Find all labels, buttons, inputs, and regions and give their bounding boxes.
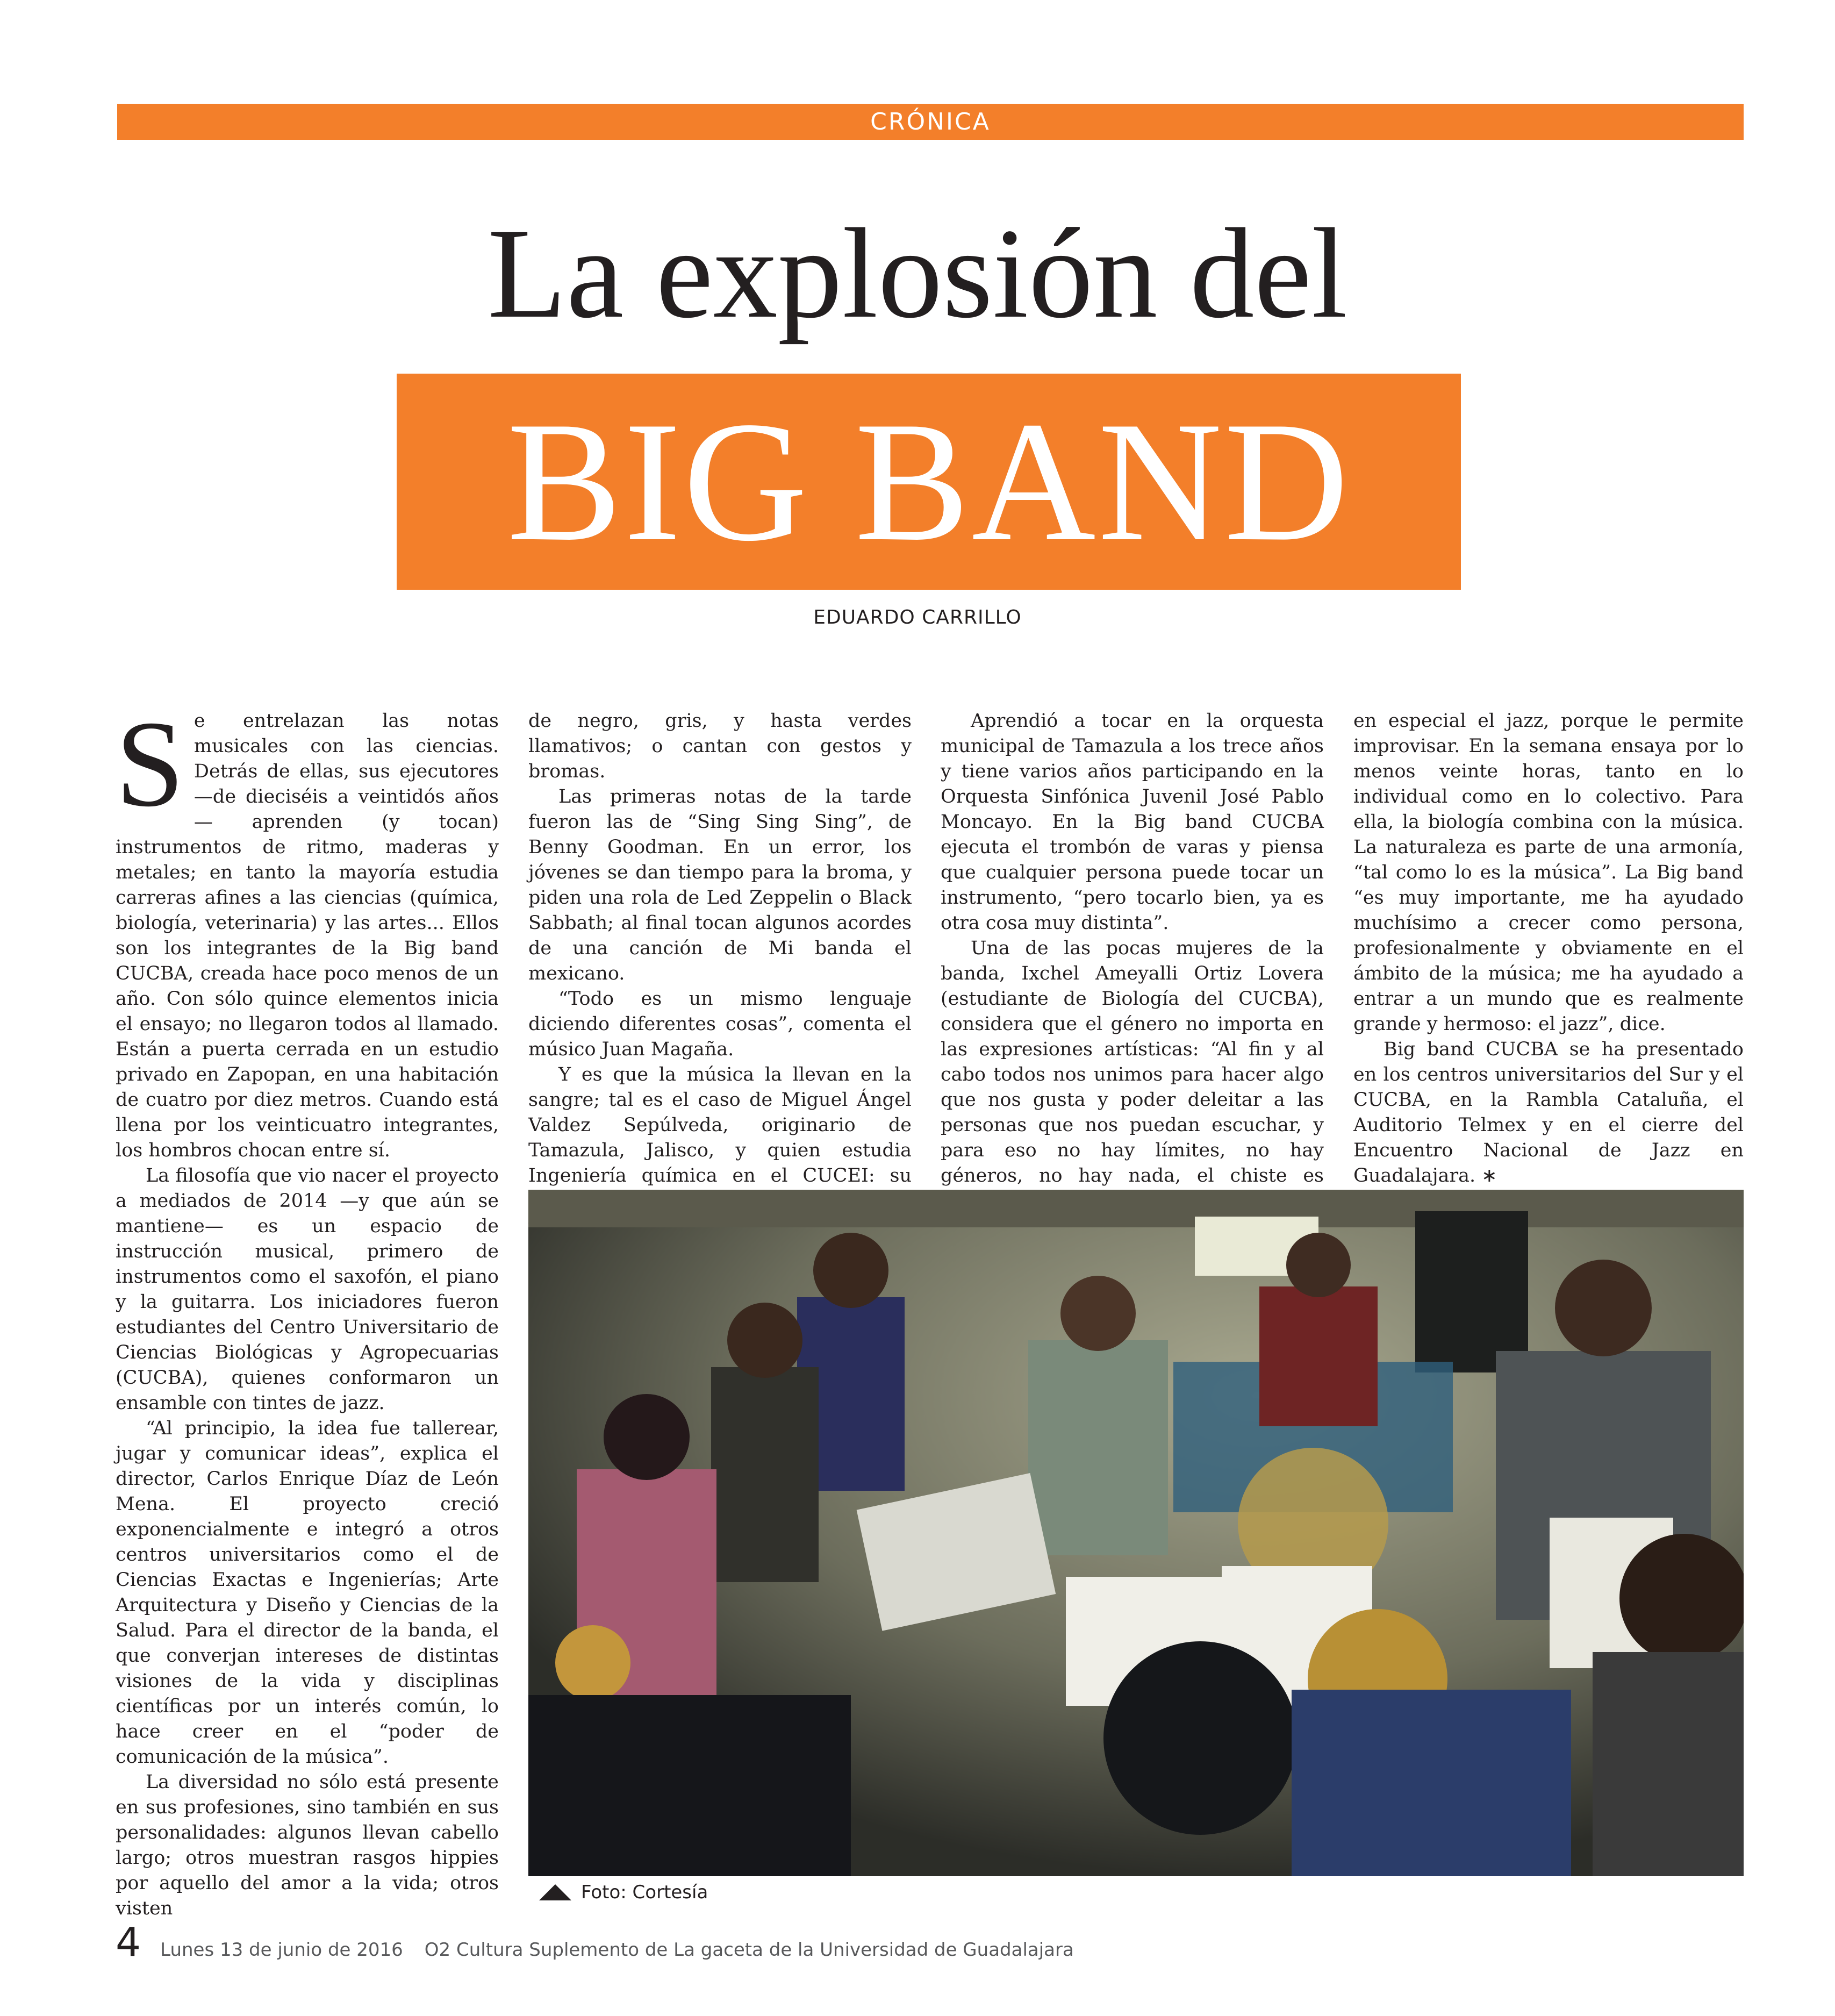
paragraph: de negro, gris, y hasta verdes llamativos; o cantan con gestos y bromas.	[528, 710, 912, 782]
paragraph	[1353, 1037, 1744, 1189]
paragraph	[116, 695, 499, 1163]
headline-box	[397, 374, 1461, 590]
caret-up-icon	[539, 1884, 571, 1900]
paragraph: Las primeras notas de la tarde fueron las de “Sing Sing Sing”, de Benny Goodman. En un error, los jóvenes se dan tiempo para la broma, y piden una rola de Led Zeppelin o Black Sabbath; al final tocan algunos acordes de una canción de Mi banda el mexicano.	[528, 786, 912, 984]
paragraph-text: e entrelazan las notas musicales con las ciencias. Detrás de ellas, sus ejecutores —de dieciséis a veintidós años— aprenden (y tocan) instrumentos de ritmo, maderas y metales; en tanto la mayoría estudia carreras afines a las ciencias (química, biología, veterinaria) y las artes... Ellos son los integrantes de la Big band CUCBA, creada hace poco menos de un año. Con sólo quince elementos inicia el ensayo; no llegaron todos al llamado. Están a puerta cerrada en un estudio privado en Zapopan, en una habitación de cuatro por diez metros. Cuando está llena por los veinticuatro integrantes, los hombros chocan entre sí.	[116, 710, 499, 1161]
article-column-3	[941, 709, 1324, 1239]
footer-publication: O2 Cultura Suplemento de La gaceta de la Universidad de Guadalajara	[424, 1939, 1074, 1961]
caption-text: Foto: Cortesía	[581, 1882, 708, 1903]
paragraph: La diversidad no sólo está presente en sus profesiones, sino también en sus personalidades: algunos llevan cabello largo; otros muestran rasgos hippies por aquello del amor a la vida; otros visten	[116, 1771, 499, 1919]
band-rehearsal-photo	[528, 1190, 1744, 1876]
author-byline: EDUARDO CARRILLO	[813, 606, 1022, 628]
photo-illustration	[528, 1190, 1744, 1876]
section-label: CRÓNICA	[870, 108, 991, 135]
article-column-2	[528, 709, 912, 1239]
headline-line-2: BIG BAND	[507, 387, 1351, 577]
drop-cap: S	[116, 695, 184, 832]
end-mark-icon: ∗	[1481, 1165, 1497, 1186]
paragraph: La filosofía que vio nacer el proyecto a mediados de 2014 —y que aún se mantiene— es un espacio de instrucción musical, primero de instrumentos como el saxofón, el piano y la guitarra. Los iniciadores fueron estudiantes del Centro Universitario de Ciencias Biológicas y Agropecuarias (CUCBA), quienes conformaron un ensamble con tintes de jazz.	[116, 1165, 499, 1414]
section-bar	[117, 104, 1744, 140]
paragraph: Una de las pocas mujeres de la banda, Ixchel Ameyalli Ortiz Lovera (estudiante de Biología del CUCBA), considera que el género no importa en las expresiones artísticas: “Al fin y al cabo todos nos unimos para hacer algo que nos gusta y poder deleitar a las personas que nos puedan escuchar, y para eso no hay límites, no hay géneros, no hay nada, el chiste es	[941, 938, 1324, 1186]
paragraph-text: Big band CUCBA se ha presentado en los centros universitarios del Sur y el CUCBA, en la Rambla Cataluña, el Auditorio Telmex y en el cierre del Encuentro Nacional de Jazz en Guadalajara.	[1353, 1039, 1744, 1186]
paragraph: Y es que la música la llevan en la sangre; tal es el caso de Miguel Ángel Valdez Sepúlveda, originario de Tamazula, Jalisco, y quien estudia Ingeniería química en el CUCEI: su	[528, 1064, 912, 1186]
page-number: 4	[116, 1919, 141, 1965]
photo-caption	[539, 1882, 708, 1903]
article-column-4	[1353, 709, 1744, 1189]
page-footer	[116, 1919, 1074, 1965]
paragraph: Aprendió a tocar en la orquesta municipal de Tamazula a los trece años y tiene varios años participando en la Orquesta Sinfónica Juvenil José Pablo Moncayo. En la Big band CUCBA ejecuta el trombón de varas y piensa que cualquier persona puede tocar un instrumento, “pero tocarlo bien, ya es otra cosa muy distinta”.	[941, 710, 1324, 934]
article-column-1	[116, 695, 499, 1921]
headline-line-1: La explosión del	[488, 202, 1347, 345]
paragraph: “Al principio, la idea fue tallerear, jugar y comunicar ideas”, explica el director, Carlos Enrique Díaz de León Mena. El proyecto creció exponencialmente e integró a otros centros universitarios como el de Ciencias Exactas e Ingenierías; Arte Arquitectura y Diseño y Ciencias de la Salud. Para el director de la banda, el que converjan intereses de distintas visiones de la vida y disciplinas científicas por un interés común, lo hace creer en el “poder de comunicación de la música”.	[116, 1418, 499, 1768]
paragraph: “Todo es un mismo lenguaje diciendo diferentes cosas”, comenta el músico Juan Magaña.	[528, 988, 912, 1060]
footer-date: Lunes 13 de junio de 2016	[160, 1939, 403, 1961]
paragraph: en especial el jazz, porque le permite improvisar. En la semana ensaya por lo menos veinte horas, tanto en lo individual como en lo colectivo. Para ella, la biología combina con la música. La naturaleza es parte de una armonía, “tal como lo es la música”. La Big band “es muy importante, me ha ayudado muchísimo a crecer como persona, profesionalmente y obviamente en el ámbito de la música; me ha ayudado a entrar a un mundo que es realmente grande y hermoso: el jazz”, dice.	[1353, 710, 1744, 1035]
